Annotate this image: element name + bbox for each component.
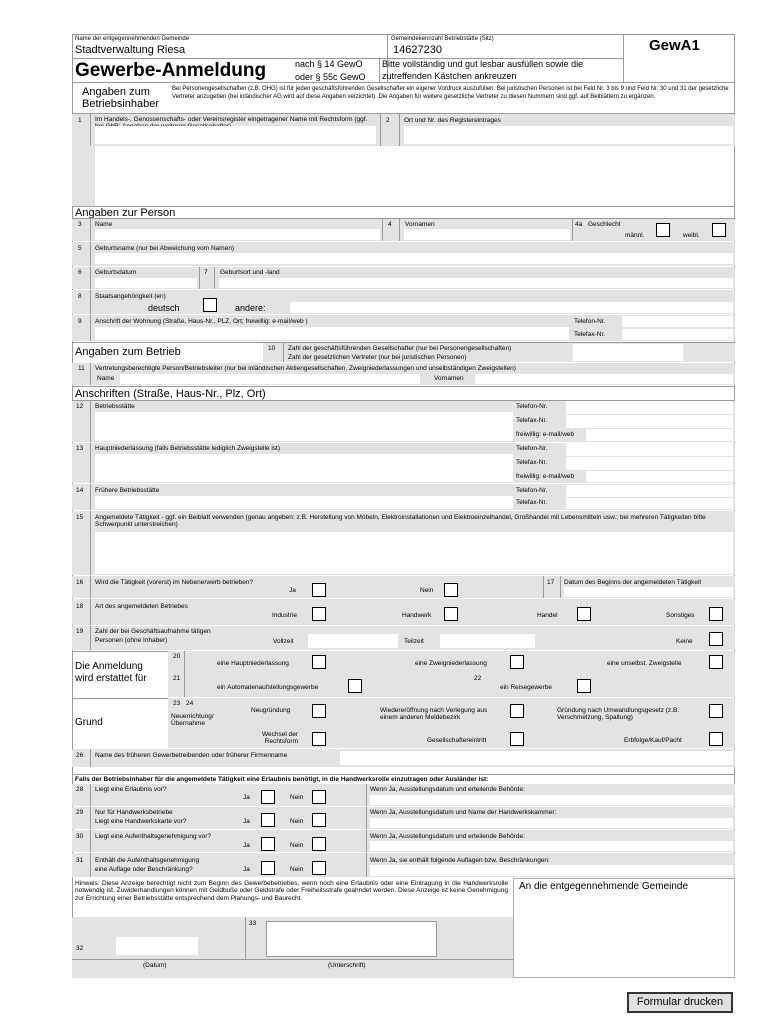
field-number-26: 26 — [76, 752, 84, 759]
aufenthalt-details-input[interactable] — [370, 841, 733, 851]
inhaber-note: Bei Personengesellschaften (z.B. OHG) ist für jeden geschäftsführenden Gesellschafter ein eigener Vordruck auszufüllen. Bei juristischen Personen ist bei Feld Nr. 3 bis 9 und Feld Nr. 30 und 31 der gesetzliche Vertreter anzugeben (bei inländischer AG wird auf diese Angaben verzichtet). Die Angaben für weitere gesetzliche Vertreter zu diesen Nummern sind ggf. auf Beiblättern zu ergänzen. — [172, 86, 729, 100]
wechsel-rechtsform-checkbox[interactable] — [312, 732, 326, 746]
gemeinde-value[interactable]: Stadtverwaltung Riesa — [75, 44, 186, 56]
wohnanschrift-input[interactable] — [95, 327, 569, 340]
haupt-web-input[interactable] — [586, 471, 733, 482]
sonstiges-label: Sonstiges — [666, 612, 695, 619]
female-checkbox[interactable] — [712, 223, 726, 237]
handwerkskarte-ja-checkbox[interactable] — [261, 813, 275, 827]
field-number-29: 29 — [76, 809, 84, 816]
field-8-label: Staatsangehörigkeit (en) — [95, 293, 166, 300]
fruehere-betriebsstaette-input[interactable] — [95, 496, 513, 509]
form-code: GewA1 — [649, 37, 700, 54]
nebenerwerb-nein-label: Nein — [420, 587, 434, 594]
kennzahl-value[interactable]: 14627230 — [393, 44, 442, 56]
recipient-text: An die entgegennehmende Gemeinde — [519, 881, 689, 892]
frueher-fax-label: Telefax-Nr. — [516, 499, 548, 506]
neugruendung-label: Neugründung — [251, 707, 291, 714]
erlaubnis-nein-label: Nein — [290, 794, 304, 801]
field-15-label: Angemeldete Tätigkeit - ggf. ein Beiblatt verwenden (genau angeben: z.B. Herstellung von Möbeln, Elektroinstallationen und Elektroeinzelhandel, Großhandel mit Lebensmitteln usw.; bei mehreren Tätigkeiten bitte Schwerpunkt unterstreichen) — [95, 514, 706, 529]
reisegewerbe-checkbox[interactable] — [577, 679, 591, 693]
keine-label: Keine — [676, 638, 693, 645]
field-31-line-2: eine Auflage oder Beschränkung? — [95, 866, 193, 873]
field-number-2: 2 — [386, 117, 390, 124]
betrieb-fax-label: Telefax-Nr. — [516, 417, 548, 424]
field-10-line-2: Zahl der gesetzlichen Vertreter (nur bei juristischen Personen) — [288, 354, 467, 361]
geburtsdatum-input[interactable] — [95, 278, 197, 288]
person-fax-label: Telefax-Nr. — [574, 331, 606, 338]
taetigkeit-input[interactable] — [95, 532, 733, 574]
betriebsleiter-name-input[interactable] — [120, 374, 420, 384]
field-9-label: Anschrift der Wohnung (Straße, Haus-Nr., PLZ, Ort; freiwillig: e-mail/web ) — [95, 318, 308, 325]
field-31-line-1: Enthält die Aufenthaltsgenehmigung — [95, 857, 200, 864]
sonstiges-checkbox[interactable] — [709, 607, 723, 621]
field-31-right-label: Wenn Ja, sie enthält folgende Auflagen bzw. Beschränkungen: — [370, 857, 550, 864]
auflage-nein-label: Nein — [290, 866, 304, 873]
field-number-24: 24 — [186, 700, 194, 707]
registered-name-input[interactable] — [95, 126, 376, 144]
field-number-21: 21 — [173, 675, 181, 682]
auflage-nein-checkbox[interactable] — [312, 861, 326, 875]
unterschrift-input[interactable] — [266, 921, 437, 957]
field-26-label: Name des früheren Gewerbetreibenden oder früherer Firmenname — [95, 752, 288, 759]
field-29-line-2: Liegt eine Handwerkskarte vor? — [95, 818, 187, 825]
nebenerwerb-ja-checkbox[interactable] — [312, 583, 326, 597]
haupt-fax-label: Telefax-Nr. — [516, 459, 548, 466]
field-29-right-label: Wenn Ja, Ausstellungsdatum und Name der Handwerkskammer: — [370, 809, 557, 816]
nebenerwerb-ja-label: Ja — [289, 587, 296, 594]
industrie-label: Industrie — [272, 612, 297, 619]
erbfolge-label: Erbfolge/Kauf/Pacht — [624, 737, 682, 744]
aufenthalt-nein-checkbox[interactable] — [312, 837, 326, 851]
field-4-label: Vornamen — [405, 221, 435, 228]
field-number-17: 17 — [547, 579, 555, 586]
handwerk-label: Handwerk — [402, 612, 432, 619]
auflage-ja-label: Ja — [243, 866, 250, 873]
field-29-line-1: Nur für Handwerksbetriebe — [95, 809, 173, 816]
betrieb-web-input[interactable] — [586, 429, 733, 441]
automaten-label: ein Automatenaufstellungsgewerbe — [217, 684, 319, 691]
field-number-6: 6 — [78, 269, 82, 276]
zweig-niederlassung-checkbox[interactable] — [510, 655, 524, 669]
field-12-label: Betriebsstätte — [95, 403, 135, 410]
betrieb-phone-input[interactable] — [566, 401, 733, 414]
erbfolge-checkbox[interactable] — [709, 732, 723, 746]
auflage-ja-checkbox[interactable] — [261, 861, 275, 875]
haupt-niederlassung-checkbox[interactable] — [312, 655, 326, 669]
field-number-19: 19 — [76, 628, 84, 635]
geburtsort-input[interactable] — [219, 278, 733, 288]
instruction-line-1: Bitte vollständig und gut lesbar ausfüllen sowie die — [382, 59, 584, 69]
field-number-13: 13 — [76, 445, 84, 452]
field-30-label: Liegt eine Aufenthaltsgenehmigung vor? — [95, 833, 212, 840]
male-checkbox[interactable] — [656, 223, 670, 237]
unselbst-zweigstelle-checkbox[interactable] — [709, 655, 723, 669]
frueher-fax-input[interactable] — [566, 498, 733, 509]
erlaubnis-nein-checkbox[interactable] — [312, 790, 326, 804]
field-19-line-1: Zahl der bei Geschäftsaufnahme tätigen — [95, 628, 211, 635]
handwerkskarte-ja-label: Ja — [243, 818, 250, 825]
betriebsleiter-vorname-input[interactable] — [475, 374, 733, 384]
anmeldung-title-1: Die Anmeldung — [75, 661, 143, 672]
field-number-31: 31 — [76, 857, 84, 864]
registered-name-area[interactable] — [95, 146, 733, 206]
gesellschaftereintritt-label: Gesellschaftereintritt — [427, 737, 487, 744]
field-4a-label: Geschlecht — [588, 221, 621, 228]
neugruendung-checkbox[interactable] — [312, 704, 326, 718]
field-number-22: 22 — [474, 675, 482, 682]
inhaber-title-2: Betriebsinhaber — [82, 98, 160, 110]
handel-checkbox[interactable] — [577, 607, 591, 621]
datum-label: (Datum) — [143, 962, 167, 969]
female-label: weibl. — [683, 232, 700, 239]
keine-checkbox[interactable] — [709, 632, 723, 646]
deutsch-checkbox[interactable] — [203, 298, 217, 312]
betrieb-fax-input[interactable] — [566, 415, 733, 428]
field-number-32: 32 — [76, 945, 84, 952]
person-section-title: Angaben zur Person — [75, 207, 176, 219]
datum-input[interactable] — [116, 937, 198, 955]
male-label: männl. — [625, 232, 645, 239]
field-number-28: 28 — [76, 786, 84, 793]
zweig-niederlassung-label: eine Zweigniederlassung — [415, 660, 487, 667]
law-ref-55c: oder § 55c GewO — [295, 72, 366, 82]
field-28-right-label: Wenn Ja, Ausstellungsdatum und erteilende Behörde: — [370, 786, 525, 793]
neuerrichtung-label: Neuerrichtung/ Übernahme — [171, 713, 214, 728]
inhaber-title-1: Angaben zum — [82, 86, 150, 98]
anmeldung-title-2: wird erstattet für — [75, 673, 147, 684]
kennzahl-label: Gemeindekennzahl Betriebstätte (Sitz) — [391, 36, 494, 42]
field-number-20: 20 — [173, 653, 181, 660]
field-number-30: 30 — [76, 833, 84, 840]
field-number-9: 9 — [78, 318, 82, 325]
field-number-15: 15 — [76, 514, 84, 521]
deutsch-label: deutsch — [148, 303, 180, 313]
field-number-3: 3 — [78, 221, 82, 228]
reisegewerbe-label: ein Reisegewerbe — [500, 684, 553, 691]
name-input[interactable] — [95, 229, 380, 240]
field-number-1: 1 — [78, 117, 82, 124]
vollzeit-label: Vollzeit — [273, 638, 294, 645]
vollzeit-input[interactable] — [308, 634, 398, 648]
field-16-label: Wird die Tätigkeit (vorerst) im Nebenerwerb betrieben? — [95, 579, 254, 586]
field-6-label: Geburtsdatum — [95, 269, 137, 276]
field-10-line-1: Zahl der geschäftsführenden Gesellschafter (nur bei Personengesellschaften) — [288, 345, 512, 352]
wiedereroeffnung-checkbox[interactable] — [510, 704, 524, 718]
field-number-8: 8 — [78, 293, 82, 300]
erlaubnis-title: Falls der Betriebsinhaber für die angemeldete Tätigkeit eine Erlaubnis benötigt, in die Handwerksrolle einzutragen oder Ausländer ist: — [75, 776, 489, 783]
gesellschafter-count-input[interactable] — [573, 344, 683, 361]
geburtsname-input[interactable] — [95, 253, 733, 264]
print-button[interactable]: Formular drucken — [627, 992, 733, 1013]
andere-input[interactable] — [290, 302, 733, 313]
field-number-5: 5 — [78, 245, 82, 252]
hinweis-text: Hinweis: Diese Anzeige berechtigt nicht zum Beginn des Gewerbebetriebes, wenn noch eine Erlaubnis oder eine Eintragung in die Handwerksrolle notwendig ist. Zuwiderhandlungen können mit Geldbuße oder Geldstrafe oder Freiheitsstrafe geahndet werden. Diese Anzeige ist keine Genehmigung zur Errichtung einer Betriebsstätte entsprechend dem Planungs- und Baurecht. — [75, 880, 508, 902]
page-title: Gewerbe-Anmeldung — [75, 60, 267, 81]
unselbst-zweigstelle-label: eine unselbst. Zweigstelle — [607, 660, 682, 667]
anschriften-section-title: Anschriften (Straße, Haus-Nr., Plz, Ort) — [75, 388, 266, 400]
umwandlung-checkbox[interactable] — [709, 704, 723, 718]
field-11-name-label: Name — [97, 375, 115, 382]
betrieb-section-title: Angaben zum Betrieb — [75, 346, 181, 358]
register-entry-input[interactable] — [404, 126, 733, 144]
field-number-10: 10 — [268, 345, 276, 352]
handel-label: Handel — [537, 612, 558, 619]
person-fax-input[interactable] — [622, 329, 733, 340]
field-number-16: 16 — [76, 579, 84, 586]
aufenthalt-nein-label: Nein — [290, 842, 304, 849]
instruction-line-2: zutreffenden Kästchen ankreuzen — [382, 71, 517, 81]
field-1-label: Im Handels-, Genossenschafts- oder Vereinsregister eingetragener Name mit Rechtsform (ggf. — [95, 116, 368, 123]
field-number-7: 7 — [204, 269, 208, 276]
betrieb-web-label: freiwillig: e-mail/web — [516, 431, 575, 438]
field-30-right-label: Wenn Ja, Ausstellungsdatum und erteilende Behörde: — [370, 833, 525, 840]
person-phone-label: Telefon-Nr. — [574, 318, 606, 325]
erlaubnis-ja-label: Ja — [243, 794, 250, 801]
field-18-label: Art des angemeldeten Betriebes — [95, 603, 188, 610]
erlaubnis-details-input[interactable] — [370, 795, 733, 805]
haupt-phone-label: Telefon-Nr. — [516, 445, 548, 452]
wechsel-rechtsform-label: Wechsel der Rechtsform — [261, 731, 298, 746]
field-7-label: Geburtsort und -land — [220, 269, 280, 276]
hauptniederlassung-input[interactable] — [95, 454, 513, 482]
handwerkskarte-nein-label: Nein — [290, 818, 304, 825]
auflage-details-input[interactable] — [370, 865, 733, 876]
gesellschaftereintritt-checkbox[interactable] — [510, 732, 524, 746]
field-2-label: Ort und Nr. des Registereintrages — [404, 117, 501, 124]
grund-title: Grund — [75, 717, 103, 728]
beginn-datum-input[interactable] — [564, 587, 733, 597]
field-28-label: Liegt eine Erlaubnis vor? — [95, 786, 167, 793]
field-3-label: Name — [95, 221, 113, 228]
field-19-line-2: Personen (ohne Inhaber) — [95, 637, 168, 644]
field-number-12: 12 — [76, 403, 84, 410]
gemeinde-label: Name der entgegennehmenden Gemeinde — [75, 36, 190, 42]
field-number-33: 33 — [249, 920, 257, 927]
field-number-18: 18 — [76, 603, 84, 610]
field-14-label: Frühere Betriebsstätte — [95, 487, 160, 494]
erlaubnis-ja-checkbox[interactable] — [261, 790, 275, 804]
field-11-vorname-label: Vornamen — [434, 375, 464, 382]
handwerkskarte-details-input[interactable] — [370, 818, 733, 828]
handwerk-checkbox[interactable] — [444, 607, 458, 621]
law-ref-14: nach § 14 GewO — [295, 59, 363, 69]
frueher-phone-input[interactable] — [566, 485, 733, 497]
andere-label: andere: — [235, 303, 266, 313]
aufenthalt-ja-checkbox[interactable] — [261, 837, 275, 851]
haupt-fax-input[interactable] — [566, 457, 733, 470]
aufenthalt-ja-label: Ja — [243, 842, 250, 849]
wiedereroeffnung-label: Wiedereröffnung nach Verlegung aus einem anderen Meldebezirk — [380, 707, 488, 722]
frueherer-name-input[interactable] — [340, 751, 733, 765]
field-number-4a: 4a — [575, 221, 583, 228]
field-number-11: 11 — [78, 365, 85, 372]
umwandlung-label: Gründung nach Umwandlungsgesetz (z.B. Verschmelzung, Spaltung) — [557, 707, 680, 722]
recipient-box — [513, 878, 735, 978]
unterschrift-label: (Unterschrift) — [328, 962, 366, 969]
frueher-phone-label: Telefon-Nr. — [516, 487, 548, 494]
haupt-phone-input[interactable] — [566, 443, 733, 456]
industrie-checkbox[interactable] — [312, 607, 326, 621]
teilzeit-label: Teilzeit — [404, 638, 424, 645]
field-number-4: 4 — [388, 221, 392, 228]
field-11-label: Vertretungsberechtigte Person/Betriebsleiter (nur bei inländischen Aktiengesellschaften, Zweigniederlassungen und unselbständigen Zweigstellen) — [95, 365, 516, 372]
nebenerwerb-nein-checkbox[interactable] — [444, 583, 458, 597]
haupt-web-label: freiwillig: e-mail/web — [516, 473, 575, 480]
haupt-niederlassung-label: eine Hauptniederlassung — [217, 660, 289, 667]
vorname-input[interactable] — [404, 229, 570, 240]
field-17-label: Datum des Beginns der angemeldeten Tätigkeit — [564, 579, 702, 586]
betriebsstaette-input[interactable] — [95, 412, 513, 441]
field-13-label: Hauptniederlassung (falls Betriebsstätte lediglich Zweigstelle ist) — [95, 445, 280, 452]
field-number-14: 14 — [76, 487, 84, 494]
betrieb-phone-label: Telefon-Nr. — [516, 403, 548, 410]
person-phone-input[interactable] — [622, 316, 733, 327]
field-5-label: Geburtsname (nur bei Abweichung vom Namen) — [95, 245, 235, 252]
teilzeit-input[interactable] — [440, 634, 535, 648]
automaten-checkbox[interactable] — [348, 679, 362, 693]
field-number-23: 23 — [173, 700, 181, 707]
handwerkskarte-nein-checkbox[interactable] — [312, 813, 326, 827]
